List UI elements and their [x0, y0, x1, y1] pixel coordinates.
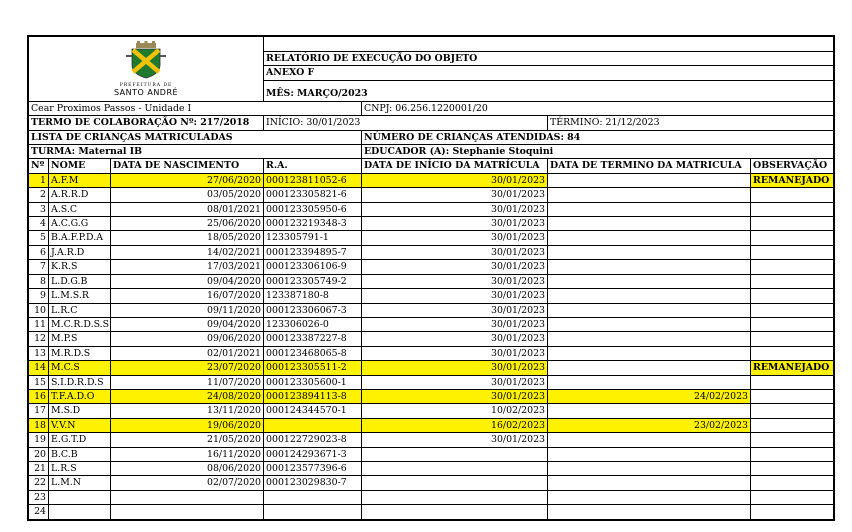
- row-start-date: 30/01/2023: [362, 317, 548, 331]
- row-birth-date: 18/05/2020: [111, 231, 264, 245]
- row-ra: [264, 490, 362, 504]
- list-title: LISTA DE CRIANÇAS MATRICULADAS: [29, 130, 362, 144]
- table-row: [29, 274, 834, 288]
- row-end-date: [548, 260, 751, 274]
- row-name: E.G.T.D: [49, 433, 111, 447]
- row-end-date: [548, 289, 751, 303]
- row-number: 21: [29, 461, 49, 475]
- row-start-date: 30/01/2023: [362, 274, 548, 288]
- unit-name: Cear Proximos Passos - Unidade I: [29, 101, 362, 115]
- row-birth-date: [111, 505, 264, 519]
- row-start-date: [362, 476, 548, 490]
- row-number: 1: [29, 173, 49, 187]
- row-ra: 123306026-0: [264, 317, 362, 331]
- row-ra: 000123305600-1: [264, 375, 362, 389]
- row-birth-date: 19/06/2020: [111, 418, 264, 432]
- row-birth-date: 16/11/2020: [111, 447, 264, 461]
- row-name: M.P.S: [49, 332, 111, 346]
- column-header: DATA DE INÍCIO DA MATRÍCULA: [362, 159, 548, 173]
- column-header: DATA DE TERMINO DA MATRICULA: [548, 159, 751, 173]
- row-end-date: [548, 202, 751, 216]
- row-ra: 000124344570-1: [264, 404, 362, 418]
- row-number: 10: [29, 303, 49, 317]
- row-ra: 000123305950-6: [264, 202, 362, 216]
- row-observation: [751, 375, 834, 389]
- row-start-date: 16/02/2023: [362, 418, 548, 432]
- column-header: DATA DE NASCIMENTO: [111, 159, 264, 173]
- row-name: V.V.N: [49, 418, 111, 432]
- table-row: [29, 317, 834, 331]
- row-name: K.R.S: [49, 260, 111, 274]
- row-number: 9: [29, 289, 49, 303]
- row-ra: 000123811052-6: [264, 173, 362, 187]
- table-row: [29, 375, 834, 389]
- table-row: [29, 289, 834, 303]
- row-birth-date: 02/01/2021: [111, 346, 264, 360]
- table-row: [29, 346, 834, 360]
- row-name: M.C.R.D.S.S: [49, 317, 111, 331]
- row-observation: [751, 505, 834, 519]
- row-birth-date: 14/02/2021: [111, 245, 264, 259]
- row-number: 4: [29, 217, 49, 231]
- row-number: 22: [29, 476, 49, 490]
- row-observation: [751, 476, 834, 490]
- column-header: R.A.: [264, 159, 362, 173]
- row-observation: [751, 332, 834, 346]
- table-row: [29, 188, 834, 202]
- table-row: [29, 260, 834, 274]
- row-name: L.R.S: [49, 461, 111, 475]
- report-spacer: [264, 37, 834, 52]
- row-end-date: [548, 303, 751, 317]
- row-name: A.S.C: [49, 202, 111, 216]
- table-row: [29, 361, 834, 375]
- row-start-date: 30/01/2023: [362, 231, 548, 245]
- row-name: B.C.B: [49, 447, 111, 461]
- row-ra: 000123305821-6: [264, 188, 362, 202]
- logo-text: SANTO ANDRÉ: [113, 88, 179, 98]
- row-birth-date: 27/06/2020: [111, 173, 264, 187]
- table-row: [29, 231, 834, 245]
- row-start-date: 30/01/2023: [362, 303, 548, 317]
- table-row: [29, 447, 834, 461]
- row-number: 23: [29, 490, 49, 504]
- start-date: INÍCIO: 30/01/2023: [264, 116, 548, 130]
- row-end-date: [548, 461, 751, 475]
- table-row: [29, 490, 834, 504]
- row-start-date: 30/01/2023: [362, 346, 548, 360]
- row-number: 12: [29, 332, 49, 346]
- row-name: A.R.R.D: [49, 188, 111, 202]
- column-header: OBSERVAÇÃO: [751, 159, 834, 173]
- row-number: 24: [29, 505, 49, 519]
- row-number: 7: [29, 260, 49, 274]
- row-start-date: 30/01/2023: [362, 173, 548, 187]
- table-row: [29, 433, 834, 447]
- row-name: L.M.S.R: [49, 289, 111, 303]
- row-ra: 000123468065-8: [264, 346, 362, 360]
- row-end-date: [548, 476, 751, 490]
- row-name: M.R.D.S: [49, 346, 111, 360]
- row-birth-date: 16/07/2020: [111, 289, 264, 303]
- row-end-date: [548, 490, 751, 504]
- row-name: [49, 490, 111, 504]
- row-observation: [751, 303, 834, 317]
- cnpj-value: CNPJ: 06.256.1220001/20: [362, 101, 834, 115]
- row-ra: 000122729023-8: [264, 433, 362, 447]
- table-row: [29, 202, 834, 216]
- row-number: 18: [29, 418, 49, 432]
- row-ra: 000123577396-6: [264, 461, 362, 475]
- table-row: [29, 389, 834, 403]
- row-observation: REMANEJADO: [751, 361, 834, 375]
- table-row: [29, 418, 834, 432]
- row-end-date: [548, 274, 751, 288]
- row-number: 13: [29, 346, 49, 360]
- row-ra: 000123387227-8: [264, 332, 362, 346]
- end-date: TÉRMINO: 21/12/2023: [548, 116, 834, 130]
- row-ra: 123387180-8: [264, 289, 362, 303]
- logo-cell: [29, 37, 264, 102]
- row-observation: [751, 289, 834, 303]
- report-table: [28, 36, 834, 520]
- row-ra: 000123306067-3: [264, 303, 362, 317]
- row-observation: [751, 461, 834, 475]
- row-end-date: [548, 346, 751, 360]
- row-birth-date: [111, 490, 264, 504]
- santo-andre-crest-icon: [124, 41, 168, 79]
- row-ra: 000124293671-3: [264, 447, 362, 461]
- annex-label: ANEXO F: [264, 66, 834, 80]
- row-start-date: [362, 447, 548, 461]
- row-ra: [264, 505, 362, 519]
- row-birth-date: 25/06/2020: [111, 217, 264, 231]
- row-end-date: [548, 505, 751, 519]
- row-number: 6: [29, 245, 49, 259]
- row-end-date: [548, 231, 751, 245]
- row-ra: 000123305511-2: [264, 361, 362, 375]
- row-name: [49, 505, 111, 519]
- term-number: TERMO DE COLABORAÇÃO Nº: 217/2018: [29, 116, 264, 130]
- row-observation: [751, 490, 834, 504]
- table-row: [29, 332, 834, 346]
- row-observation: [751, 217, 834, 231]
- row-birth-date: 08/01/2021: [111, 202, 264, 216]
- row-observation: [751, 245, 834, 259]
- row-start-date: 30/01/2023: [362, 289, 548, 303]
- row-start-date: 30/01/2023: [362, 361, 548, 375]
- row-start-date: 30/01/2023: [362, 245, 548, 259]
- row-observation: [751, 433, 834, 447]
- month-label: MÊS: MARÇO/2023: [264, 80, 834, 101]
- table-row: [29, 461, 834, 475]
- row-start-date: [362, 490, 548, 504]
- row-number: 11: [29, 317, 49, 331]
- row-end-date: [548, 332, 751, 346]
- row-birth-date: 11/07/2020: [111, 375, 264, 389]
- row-observation: [751, 404, 834, 418]
- row-end-date: [548, 447, 751, 461]
- row-start-date: 30/01/2023: [362, 202, 548, 216]
- report-sheet: [27, 35, 835, 521]
- row-number: 20: [29, 447, 49, 461]
- row-observation: [751, 202, 834, 216]
- row-birth-date: 24/08/2020: [111, 389, 264, 403]
- column-header: Nº: [29, 159, 49, 173]
- row-birth-date: 09/04/2020: [111, 317, 264, 331]
- row-end-date: [548, 317, 751, 331]
- row-ra: 000123219348-3: [264, 217, 362, 231]
- table-row: [29, 217, 834, 231]
- row-observation: [751, 188, 834, 202]
- row-end-date: [548, 188, 751, 202]
- row-ra: [264, 418, 362, 432]
- row-number: 5: [29, 231, 49, 245]
- row-start-date: 30/01/2023: [362, 188, 548, 202]
- row-number: 14: [29, 361, 49, 375]
- row-name: J.A.R.D: [49, 245, 111, 259]
- row-observation: [751, 317, 834, 331]
- row-name: M.S.D: [49, 404, 111, 418]
- row-ra: 000123394895-7: [264, 245, 362, 259]
- row-ra: 000123306106-9: [264, 260, 362, 274]
- class-name: TURMA: Maternal IB: [29, 145, 362, 159]
- row-start-date: 30/01/2023: [362, 433, 548, 447]
- row-ra: 000123305749-2: [264, 274, 362, 288]
- table-row: [29, 173, 834, 187]
- row-start-date: 30/01/2023: [362, 389, 548, 403]
- row-observation: REMANEJADO: [751, 173, 834, 187]
- row-birth-date: 23/07/2020: [111, 361, 264, 375]
- row-ra: 000123894113-8: [264, 389, 362, 403]
- row-start-date: 30/01/2023: [362, 375, 548, 389]
- row-end-date: [548, 361, 751, 375]
- row-number: 16: [29, 389, 49, 403]
- row-name: L.M.N: [49, 476, 111, 490]
- row-start-date: [362, 461, 548, 475]
- row-name: T.F.A.D.O: [49, 389, 111, 403]
- row-number: 19: [29, 433, 49, 447]
- row-name: A.C.G.G: [49, 217, 111, 231]
- row-end-date: 23/02/2023: [548, 418, 751, 432]
- row-observation: [751, 447, 834, 461]
- table-row: [29, 505, 834, 519]
- row-start-date: 30/01/2023: [362, 332, 548, 346]
- row-end-date: [548, 245, 751, 259]
- row-observation: [751, 418, 834, 432]
- row-name: A.F.M: [49, 173, 111, 187]
- row-number: 8: [29, 274, 49, 288]
- table-row: [29, 303, 834, 317]
- row-birth-date: 03/05/2020: [111, 188, 264, 202]
- column-header-row: [29, 159, 834, 173]
- row-observation: [751, 346, 834, 360]
- row-number: 15: [29, 375, 49, 389]
- row-observation: [751, 231, 834, 245]
- row-end-date: [548, 173, 751, 187]
- logo-subtext: PREFEITURA DE: [119, 83, 173, 89]
- row-birth-date: 09/11/2020: [111, 303, 264, 317]
- table-row: [29, 404, 834, 418]
- row-birth-date: 09/04/2020: [111, 274, 264, 288]
- children-count: NÚMERO DE CRIANÇAS ATENDIDAS: 84: [362, 130, 834, 144]
- row-name: S.I.D.R.D.S: [49, 375, 111, 389]
- educator-name: EDUCADOR (A): Stephanie Stoquini: [362, 145, 834, 159]
- row-birth-date: 02/07/2020: [111, 476, 264, 490]
- row-ra: 123305791-1: [264, 231, 362, 245]
- row-number: 17: [29, 404, 49, 418]
- row-birth-date: 21/05/2020: [111, 433, 264, 447]
- row-end-date: [548, 404, 751, 418]
- row-birth-date: 09/06/2020: [111, 332, 264, 346]
- row-start-date: 30/01/2023: [362, 260, 548, 274]
- table-row: [29, 476, 834, 490]
- row-birth-date: 17/03/2021: [111, 260, 264, 274]
- row-name: L.R.C: [49, 303, 111, 317]
- row-observation: [751, 260, 834, 274]
- report-title: RELATÓRIO DE EXECUÇÃO DO OBJETO: [264, 52, 834, 66]
- row-ra: 000123029830-7: [264, 476, 362, 490]
- column-header: NOME: [49, 159, 111, 173]
- row-start-date: 30/01/2023: [362, 217, 548, 231]
- row-start-date: [362, 505, 548, 519]
- row-observation: [751, 389, 834, 403]
- row-birth-date: 13/11/2020: [111, 404, 264, 418]
- row-end-date: 24/02/2023: [548, 389, 751, 403]
- row-name: L.D.G.B: [49, 274, 111, 288]
- row-end-date: [548, 433, 751, 447]
- table-row: [29, 245, 834, 259]
- row-name: B.A.F.P.D.A: [49, 231, 111, 245]
- row-birth-date: 08/06/2020: [111, 461, 264, 475]
- row-number: 2: [29, 188, 49, 202]
- row-end-date: [548, 217, 751, 231]
- row-end-date: [548, 375, 751, 389]
- row-number: 3: [29, 202, 49, 216]
- row-name: M.C.S: [49, 361, 111, 375]
- row-observation: [751, 274, 834, 288]
- row-start-date: 10/02/2023: [362, 404, 548, 418]
